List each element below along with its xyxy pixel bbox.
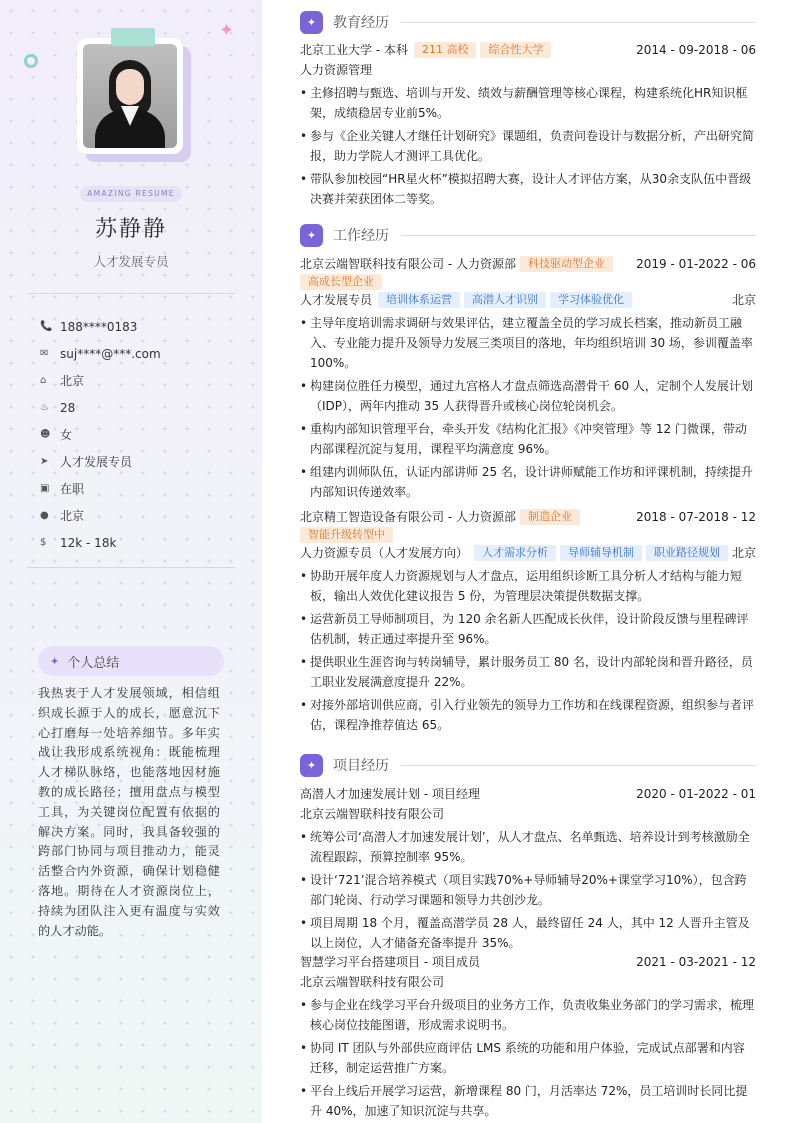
info-text: 28 — [60, 400, 76, 415]
contact-info-list — [40, 313, 240, 556]
summary-header — [38, 646, 224, 676]
list-item: • 带队参加校园“HR星火杯”模拟招聘大赛，设计人才评估方案，从30余支队伍中晋级决赛并荣获团体二等奖。 — [300, 169, 756, 209]
project-org: 北京云端智联科技有限公司 — [300, 975, 445, 989]
job-bullets — [300, 566, 756, 735]
skill-tag: 导师辅导机制 — [560, 545, 642, 561]
section-divider — [401, 235, 756, 236]
major: 人力资源管理 — [300, 63, 373, 77]
project-org: 北京云端智联科技有限公司 — [300, 807, 445, 821]
project-section-header — [300, 753, 756, 777]
skill-tag: 高潜人才识别 — [464, 292, 546, 308]
education-bullets — [300, 83, 756, 209]
info-text: 在职 — [60, 482, 85, 496]
info-row — [40, 448, 240, 475]
skill-tag: 学习体验优化 — [550, 292, 632, 308]
home-icon: ⌂ — [40, 375, 47, 386]
position: 人才发展专员 — [300, 293, 373, 307]
list-item: • 主导年度培训需求调研与效果评估，建立覆盖全员的学习成长档案，推动新员工融入、专业能力提升及领导力发展三类项目的落地，年均组织培训 30 场，参训覆盖率 100%。 — [300, 313, 756, 373]
sparkle-icon: ✦ — [219, 20, 235, 41]
skill-tag: 职业路径规划 — [646, 545, 728, 561]
job-entry — [300, 254, 756, 502]
info-row — [40, 475, 240, 502]
list-item: • 设计‘721’混合培养模式（项目实践70%+导师辅导20%+课堂学习10%），包含跨部门轮岗、行动学习课题和领导力共创沙龙。 — [300, 870, 756, 910]
list-item: • 构建岗位胜任力模型，通过九宫格人才盘点筛选高潜骨干 60 人，定制个人发展计划（IDP），两年内推动 35 人获得晋升或核心岗位轮岗机会。 — [300, 376, 756, 416]
section-sparkle-icon: ✦ — [300, 754, 323, 777]
section-title: 工作经历 — [333, 228, 389, 244]
decorative-ring — [24, 54, 38, 68]
project-name: 高潜人才加速发展计划 - 项目经理 — [300, 787, 480, 801]
section-title: 教育经历 — [333, 15, 389, 31]
list-item: • 重构内部知识管理平台，牵头开发《结构化汇报》《冲突管理》等 12 门微课，带动内部课程沉淀与复用，课程平均满意度 96%。 — [300, 419, 756, 459]
section-divider — [401, 765, 756, 766]
skill-tag: 人才需求分析 — [474, 545, 556, 561]
briefcase-icon: ▣ — [40, 483, 50, 494]
job-city: 北京 — [731, 546, 756, 560]
section-title: 项目经历 — [333, 758, 389, 774]
tape-decoration — [111, 28, 155, 46]
company-name: 北京精工智造设备有限公司 - 人力资源部 — [300, 510, 516, 524]
candidate-title: 人才发展专员 — [93, 254, 169, 269]
company-tag: 智能升级转型中 — [300, 527, 393, 543]
skill-tag: 培训体系运营 — [378, 292, 460, 308]
info-text: 188****0183 — [60, 319, 138, 334]
position: 人力资源专员（人才发展方向） — [300, 546, 469, 560]
divider — [27, 293, 235, 294]
education-entry — [300, 40, 756, 209]
info-text: suj****@***.com — [60, 346, 161, 361]
job-date: 2018 - 07-2018 - 12 — [636, 510, 756, 524]
company-tag: 科技驱动型企业 — [520, 256, 613, 272]
list-item: • 项目周期 18 个月，覆盖高潜学员 28 人，最终留任 24 人，其中 12 人晋升主管及以上岗位，人才储备充备率提升 35%。 — [300, 913, 756, 953]
list-item: • 协助开展年度人力资源规划与人才盘点，运用组织诊断工具分析人才结构与能力短板，输出人效优化建议报告 5 份，为管理层决策提供数据支撑。 — [300, 566, 756, 606]
school-tag: 211 高校 — [414, 42, 477, 58]
cake-icon: ♨ — [40, 402, 49, 413]
project-date: 2020 - 01-2022 - 01 — [636, 787, 756, 801]
project-entry — [300, 784, 756, 953]
resume-badge: AMAZING RESUME — [80, 186, 182, 202]
info-text: 12k - 18k — [60, 535, 117, 550]
sparkle-icon: ✦ — [50, 654, 60, 668]
summary-title: 个人总结 — [67, 655, 120, 671]
gender-icon: ☻ — [40, 429, 51, 440]
salary-icon: $ — [40, 537, 47, 548]
divider — [27, 567, 235, 568]
list-item: • 主修招聘与甄选、培训与开发、绩效与薪酬管理等核心课程，构建系统化HR知识框架，成绩稳居专业前5%。 — [300, 83, 756, 123]
section-sparkle-icon: ✦ — [300, 224, 323, 247]
info-row — [40, 502, 240, 529]
info-text: 北京 — [60, 509, 85, 523]
job-bullets — [300, 313, 756, 502]
project-bullets — [300, 995, 756, 1121]
info-row — [40, 313, 240, 340]
job-city: 北京 — [731, 293, 756, 307]
info-row — [40, 529, 240, 556]
candidate-name: 苏静静 — [94, 217, 167, 242]
project-bullets — [300, 827, 756, 953]
summary-text: 我热衷于人才发展领域，相信组织成长源于人的成长，愿意沉下心打磨每一处培养细节。多年实战让我形成系统视角：既能梳理人才梯队脉络，也能落地因材施教的成长路径；擅用盘点与模型工具，为关键岗位配置有依据的解决方案。同时，我具备较强的跨部门协同与项目推动力，能灵活整合内外资源，确保计划稳健落地。期待在人才资源岗位上，持续为团队注入更有温度与实效的人才动能。 — [38, 686, 220, 938]
company-tag: 制造企业 — [520, 509, 580, 525]
list-item: • 运营新员工导师制项目，为 120 余名新人匹配成长伙伴，设计阶段反馈与里程碑评估机制，转正通过率提升至 96%。 — [300, 609, 756, 649]
project-name: 智慧学习平台搭建项目 - 项目成员 — [300, 955, 480, 969]
list-item: • 提供职业生涯咨询与转岗辅导，累计服务员工 80 名，设计内部轮岗和晋升路径，员工职业发展满意度提升 22%。 — [300, 652, 756, 692]
list-item: • 组建内训师队伍，认证内部讲师 25 名，设计讲师赋能工作坊和评课机制，持续提升内部知识传递效率。 — [300, 462, 756, 502]
school-name: 北京工业大学 - 本科 — [300, 43, 408, 57]
company-tag: 高成长型企业 — [300, 274, 382, 290]
list-item: • 参与《企业关键人才继任计划研究》课题组，负责问卷设计与数据分析，产出研究简报，助力学院人才测评工具优化。 — [300, 126, 756, 166]
mail-icon: ✉ — [40, 348, 49, 359]
job-date: 2019 - 01-2022 - 06 — [636, 257, 756, 271]
send-icon: ➤ — [40, 456, 49, 467]
phone-icon: 📞 — [40, 321, 53, 332]
info-text: 北京 — [60, 374, 85, 388]
info-text: 人才发展专员 — [60, 455, 133, 469]
section-divider — [401, 22, 756, 23]
info-row — [40, 367, 240, 394]
school-tag: 综合性大学 — [480, 42, 551, 58]
job-entry — [300, 507, 756, 735]
info-row — [40, 394, 240, 421]
list-item: • 协同 IT 团队与外部供应商评估 LMS 系统的功能和用户体验，完成试点部署和内容迁移，制定运营推广方案。 — [300, 1038, 756, 1078]
education-section-header — [300, 10, 756, 34]
work-section-header — [300, 223, 756, 247]
list-item: • 参与企业在线学习平台升级项目的业务方工作，负责收集业务部门的学习需求，梳理核心岗位技能图谱，形成需求说明书。 — [300, 995, 756, 1035]
section-sparkle-icon: ✦ — [300, 11, 323, 34]
info-row — [40, 340, 240, 367]
project-date: 2021 - 03-2021 - 12 — [636, 955, 756, 969]
education-date: 2014 - 09-2018 - 06 — [636, 43, 756, 57]
project-entry — [300, 952, 756, 1121]
sidebar — [0, 0, 262, 1123]
company-name: 北京云端智联科技有限公司 - 人力资源部 — [300, 257, 516, 271]
location-pin-icon: ● — [40, 510, 49, 521]
list-item: • 对接外部培训供应商，引入行业领先的领导力工作坊和在线课程资源，组织参与者评估，课程净推荐值达 65。 — [300, 695, 756, 735]
info-row — [40, 421, 240, 448]
list-item: • 统筹公司‘高潜人才加速发展计划’，从人才盘点、名单甄选、培养设计到考核激励全流程跟踪，预算控制率 95%。 — [300, 827, 756, 867]
info-text: 女 — [60, 428, 73, 442]
profile-photo — [83, 44, 177, 148]
list-item: • 平台上线后开展学习运营，新增课程 80 门，月活率达 72%，员工培训时长同比提升 40%，加速了知识沉淀与共享。 — [300, 1081, 756, 1121]
avatar — [77, 38, 187, 160]
